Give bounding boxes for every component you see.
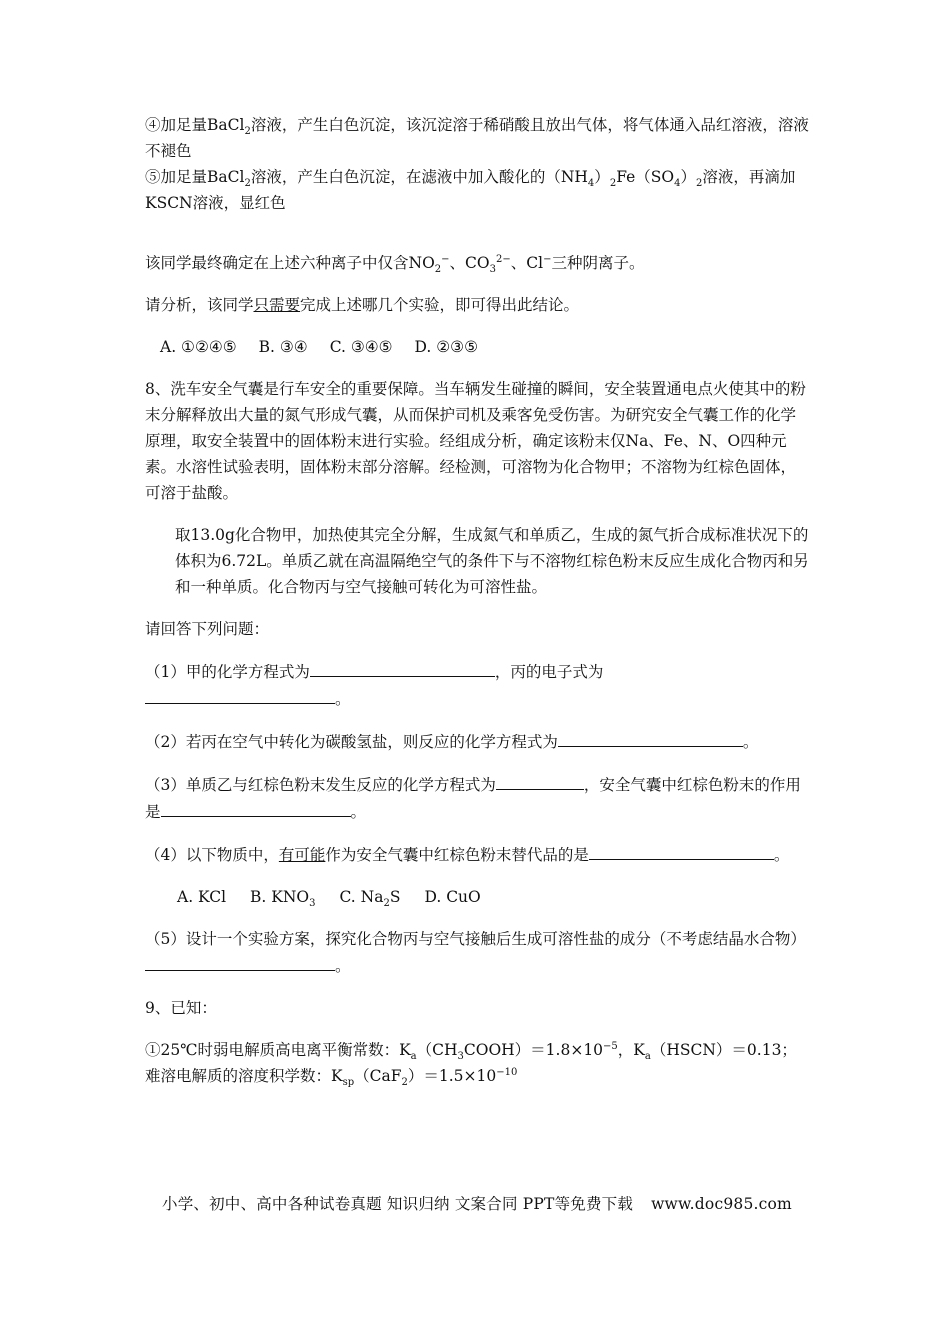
answer-blank[interactable] [145, 685, 335, 704]
q8-part-3: （3）单质乙与红棕色粉末发生反应的化学方程式为 ，安全气囊中红棕色粉末的作用是 。 [145, 771, 810, 825]
q7-option-d: D. ②③⑤ [414, 338, 478, 356]
q8-4-options [145, 884, 810, 910]
answer-blank[interactable] [589, 841, 774, 860]
q7-option-c: C. ③④⑤ [329, 338, 393, 356]
q8-part-2: （2）若丙在空气中转化为碳酸氢盐，则反应的化学方程式为 。 [145, 728, 810, 755]
q8-option-d: D. CuO [424, 888, 481, 906]
footer-text: 小学、初中、高中各种试卷真题 知识归纳 文案合同 PPT等免费下载 [162, 1195, 634, 1213]
experiment-4: ④加足量BaCl$_2$溶液，产生白色沉淀，该沉淀溶于稀硝酸且放出气体，将气体通入品红溶液，溶液不褪色 [145, 116, 809, 160]
answer-blank[interactable] [496, 771, 584, 790]
q9-item-1: ①25℃时弱电解质高电离平衡常数：$K_a(CH_3COOH)=1.8\times 10^{-5}$，$K_a(HSCN)=0.13$；难溶电解质的溶度积学数：$K_{sp}(CaF_2)=1.5\times 10^{-10}$ [145, 1040, 797, 1089]
footer-url[interactable]: www.doc985.com [651, 1195, 792, 1213]
page-footer [162, 1192, 792, 1214]
q7-question: 请分析，该同学只需要完成上述哪几个实验，即可得出此结论。 [145, 296, 580, 314]
q7-options [145, 334, 810, 360]
document-page [145, 112, 810, 1089]
conclusion: 该同学最终确定在上述六种离子中仅含$NO_2^-$、$CO_3^{2-}$、Cl−三种阴离子。 [145, 253, 645, 276]
q9-title: 9、已知： [145, 999, 217, 1017]
q8-part-4: （4）以下物质中，有可能作为安全气囊中红棕色粉末替代品的是 。 [145, 841, 810, 868]
q8-option-c: C. $Na_2S$ [339, 888, 401, 910]
q8-option-a: A. KCl [177, 888, 227, 906]
q8-intro: 8、洗车安全气囊是行车安全的重要保障。当车辆发生碰撞的瞬间，安全装置通电点火使其中的粉末分解释放出大量的氮气形成气囊，从而保护司机及乘客免受伤害。为研究安全气囊工作的化学原理，取安全装置中的固体粉末进行实验。经组成分析，确定该粉末仅Na、Fe、N、O四种元素。水溶性试验表明，固体粉末部分溶解。经检测，可溶物为化合物甲；不溶物为红棕色固体，可溶于盐酸。 [145, 380, 806, 502]
q8-answer-prompt: 请回答下列问题： [145, 620, 270, 638]
q8-part-1: （1）甲的化学方程式为 ，丙的电子式为。 [145, 658, 625, 712]
q8-part-5: （5）设计一个实验方案，探究化合物丙与空气接触后生成可溶性盐的成分（不考虑结晶水合物）。 [145, 930, 806, 975]
answer-blank[interactable] [310, 658, 495, 677]
answer-blank[interactable] [145, 952, 335, 971]
q8-paragraph-2: 取13.0g化合物甲，加热使其完全分解，生成氮气和单质乙，生成的氮气折合成标准状况下的体积为6.72L。单质乙就在高温隔绝空气的条件下与不溶物红棕色粉末反应生成化合物丙和另和一种单质。化合物丙与空气接触可转化为可溶性盐。 [175, 526, 809, 596]
q7-option-b: B. ③④ [258, 338, 308, 356]
answer-blank[interactable] [161, 798, 351, 817]
q8-option-b: B. $KNO_3$ [250, 888, 316, 910]
q7-option-a: A. ①②④⑤ [160, 338, 237, 356]
experiment-5: ⑤加足量BaCl$_2$溶液，产生白色沉淀，在滤液中加入酸化的$(NH_4)_2Fe(SO_4)_2$溶液，再滴加KSCN溶液，显红色 [145, 168, 796, 212]
answer-blank[interactable] [558, 728, 743, 747]
